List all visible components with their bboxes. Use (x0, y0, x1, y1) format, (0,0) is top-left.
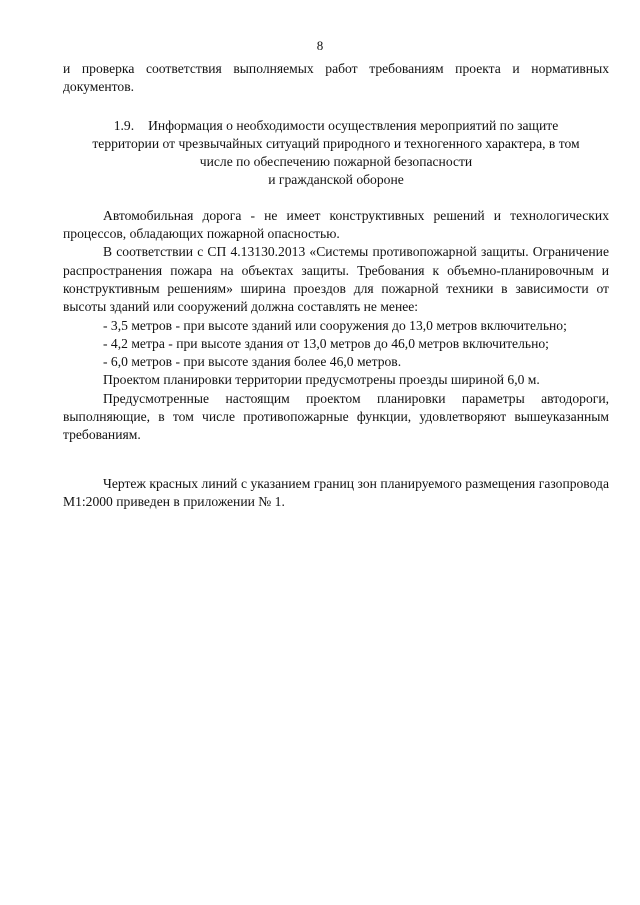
section-heading-text-1: Информация о необходимости осуществления мероприятий по защите (148, 117, 559, 133)
section-heading-line-3: числе по обеспечению пожарной безопасности (199, 154, 473, 170)
section-heading-line-2: территории от чрезвычайных ситуаций природного и техногенного характера, в том (92, 135, 580, 151)
paragraph-continuation: и проверка соответствия выполняемых работ требованиям проекта и нормативных документов. (63, 61, 609, 95)
paragraph-red-lines-drawing: Чертеж красных линий с указанием границ зон планируемого размещения газопровода М1:2000 приведен в приложении № 1. (63, 475, 609, 509)
list-item-width-6-0: - 6,0 метров - при высоте здания более 46,0 метров. (103, 354, 402, 370)
paragraph-compliance: Предусмотренные настоящим проектом планировки параметры автодороги, выполняющие, в том числе противопожарные функции, удовлетворяют вышеуказанным требованиям. (63, 390, 609, 443)
section-heading-line-1 (63, 117, 609, 135)
section-number: 1.9. (113, 117, 135, 133)
paragraph-sp-requirements: В соответствии с СП 4.13130.2013 «Системы противопожарной защиты. Ограничение распространения пожара на объектах защиты. Требования к объемно-планировочным и конструктивным решениям» ширина проездов для пожарной техники в зависимости от высоты зданий или сооружений должна составлять не менее: (63, 244, 609, 315)
paragraph-road-fire-hazard: Автомобильная дорога - не имеет конструктивных решений и технологических процессов, обладающих пожарной опасностью. (63, 207, 609, 242)
paragraph-planned-roads: Проектом планировки территории предусмотрены проезды шириной 6,0 м. (103, 372, 540, 388)
list-item-width-4-2: - 4,2 метра - при высоте здания от 13,0 метров до 46,0 метров включительно; (103, 335, 549, 351)
section-heading (63, 117, 609, 190)
page-number: 8 (316, 38, 324, 53)
section-heading-line-4: и гражданской обороне (268, 172, 404, 188)
document-body (63, 60, 609, 511)
list-item-width-3-5: - 3,5 метров - при высоте зданий или сооружения до 13,0 метров включительно; (103, 317, 567, 333)
